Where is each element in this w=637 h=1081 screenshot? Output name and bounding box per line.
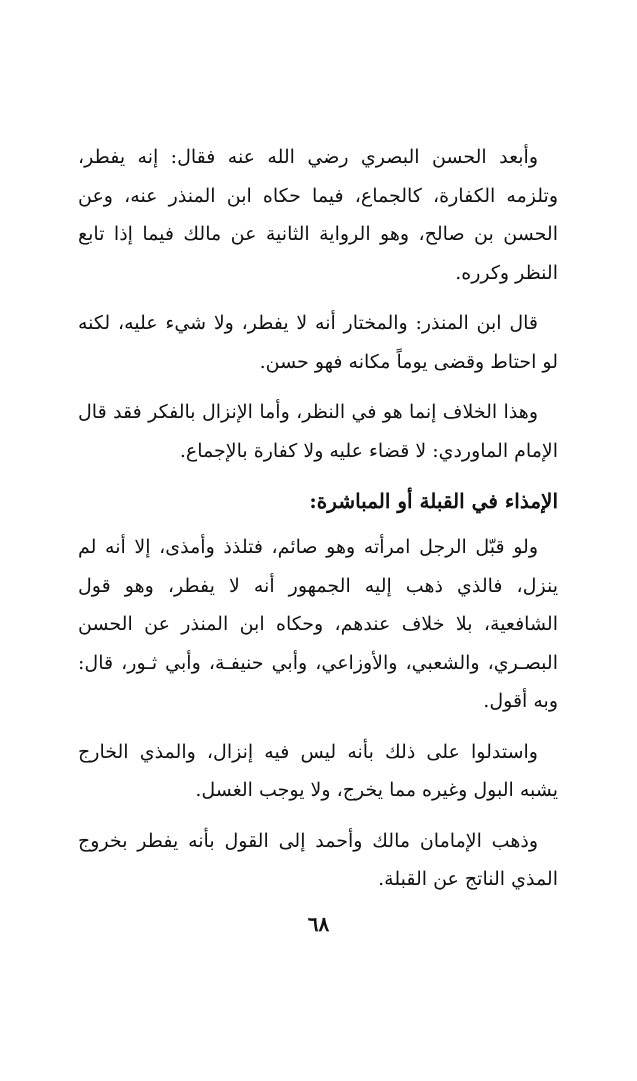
page-text-block <box>78 138 558 911</box>
paragraph-evidence: واستدلوا على ذلك بأنه ليس فيه إنزال، والمذي الخارج يشبه البول وغيره مما يخرج، ولا يوجب الغسل. <box>78 740 558 801</box>
paragraph-hasan-basri: وأبعد الحسن البصري رضي الله عنه فقال: إنه يفطر، وتلزمه الكفارة، كالجماع، فيما حكاه ابن المنذر عنه، وعن الحسن بن صالح، وهو الرواية الثانية عن مالك فيما إذا تابع النظر وكرره. <box>78 146 558 284</box>
paragraph-mawardi: وهذا الخلاف إنما هو في النظر، وأما الإنزال بالفكر فقد قال الإمام الماوردي: لا قضاء عليه ولا كفارة بالإجماع. <box>78 401 558 462</box>
paragraph-ibn-mundhir: قال ابن المنذر: والمختار أنه لا يفطر، ولا شيء عليه، لكنه لو احتاط وقضى يوماً مكانه فهو حسن. <box>78 312 558 373</box>
paragraph-kiss-fasting: ولو قبّل الرجل امرأته وهو صائم، فتلذذ وأمذى، إلا أنه لم ينزل، فالذي ذهب إليه الجمهور أنه لا يفطر، وهو قول الشافعية، بلا خلاف عندهم، وحكاه ابن المنذر عن الحسن البصـري، والشعبي، والأوزاعي، وأبي حنيفـة، وأبي ثـور، قال: وبه أقول. <box>78 536 558 712</box>
section-heading: الإمذاء في القبلة أو المباشرة: <box>309 489 558 513</box>
paragraph-malik-ahmad: وذهب الإمامان مالك وأحمد إلى القول بأنه يفطر بخروج المذي الناتج عن القبلة. <box>78 829 558 890</box>
page-number: ٦٨ <box>307 912 330 936</box>
